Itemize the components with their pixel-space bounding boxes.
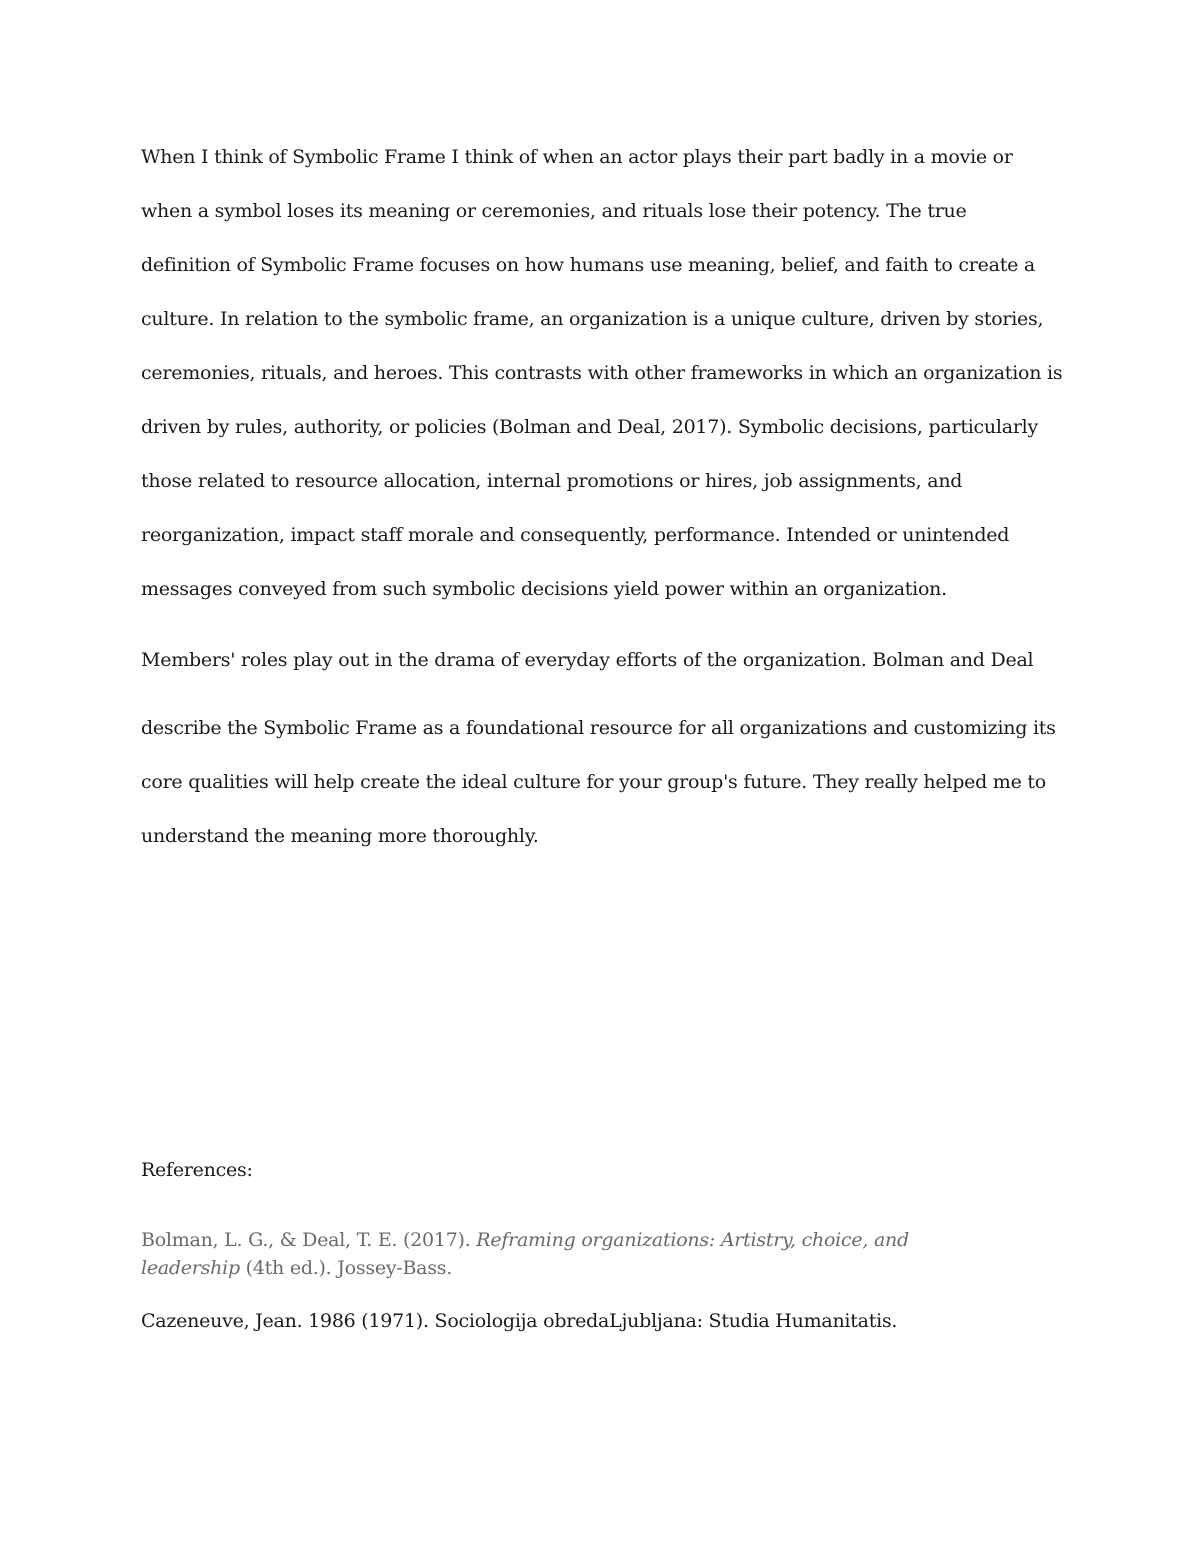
reference-entry-1	[141, 1228, 909, 1252]
body-text-line: when a symbol loses its meaning or ceremonies, and rituals lose their potency. The true	[141, 200, 967, 222]
body-text-line: ceremonies, rituals, and heroes. This contrasts with other frameworks in which an organization is	[141, 362, 1063, 384]
body-text-line: driven by rules, authority, or policies (Bolman and Deal, 2017). Symbolic decisions, particularly	[141, 416, 1038, 438]
body-text-line: reorganization, impact staff morale and consequently, performance. Intended or unintended	[141, 524, 1010, 546]
body-text-line: those related to resource allocation, internal promotions or hires, job assignments, and	[141, 470, 963, 492]
reference-authors-year: Bolman, L. G., & Deal, T. E. (2017).	[141, 1229, 477, 1251]
body-text-line: core qualities will help create the ideal culture for your group's future. They really helped me to	[141, 771, 1046, 793]
reference-entry-1-continued	[141, 1256, 452, 1280]
reference-edition-publisher: (4th ed.). Jossey-Bass.	[239, 1257, 453, 1279]
body-text-line: Members' roles play out in the drama of everyday efforts of the organization. Bolman and Deal	[141, 649, 1034, 671]
body-text-line: culture. In relation to the symbolic frame, an organization is a unique culture, driven by stories,	[141, 308, 1044, 330]
body-text-line: definition of Symbolic Frame focuses on how humans use meaning, belief, and faith to create a	[141, 254, 1035, 276]
reference-title-continued: leadership	[141, 1257, 240, 1279]
reference-entry-2: Cazeneuve, Jean. 1986 (1971). Sociologija obredaLjubljana: Studia Humanitatis.	[141, 1310, 898, 1332]
body-text-line: When I think of Symbolic Frame I think of when an actor plays their part badly in a movie or	[141, 146, 1013, 168]
body-text-line: messages conveyed from such symbolic decisions yield power within an organization.	[141, 578, 947, 600]
body-text-line: understand the meaning more thoroughly.	[141, 825, 539, 847]
body-text-line: describe the Symbolic Frame as a foundational resource for all organizations and customizing its	[141, 717, 1056, 739]
references-heading: References:	[141, 1159, 253, 1181]
reference-title: Reframing organizations: Artistry, choice, and	[476, 1229, 909, 1251]
